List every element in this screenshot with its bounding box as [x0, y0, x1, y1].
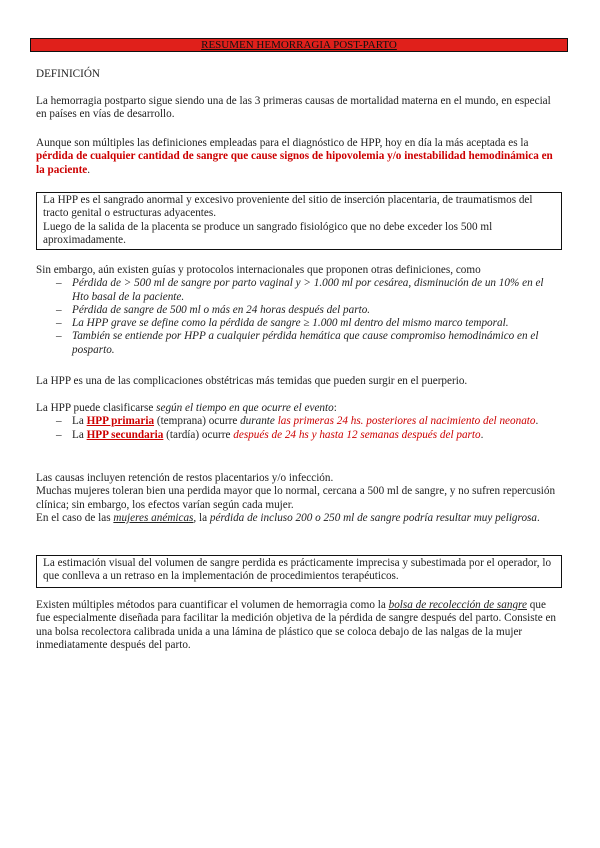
list-item: – La HPP grave se define como la pérdida de sangre ≥ 1.000 ml dentro del mismo marco temporal. [36, 317, 562, 330]
list-item: – Pérdida de sangre de 500 ml o más en 24 horas después del parto. [36, 304, 562, 317]
classification-criteria: según el tiempo en que ocurre el evento [156, 402, 334, 414]
item-prefix: La [72, 428, 87, 441]
paragraph-intro: La hemorragia postparto sigue siendo una de las 3 primeras causas de mortalidad materna en el mundo, en especial en países en vías de desarrollo. [36, 95, 551, 121]
info-box-definition [36, 192, 562, 250]
anemia-prefix: En el caso de las [36, 511, 114, 524]
section-heading-definicion: DEFINICIÓN [36, 68, 101, 80]
item-end: . [480, 428, 484, 441]
anemia-mid: , la [193, 511, 210, 524]
term-mujeres-anemicas: mujeres anémicas [113, 511, 194, 524]
item-mid: (temprana) ocurre [154, 415, 241, 428]
box-line: Luego de la salida de la placenta se produce un sangrado fisiológico que no debe exceder los 500 ml aproximadamente. [43, 220, 493, 246]
list-item-hpp-primaria [36, 415, 562, 428]
definition-highlight: pérdida de cualquier cantidad de sangre que cause signos de hipovolemia y/o inestabilidad hemodinámica en la paciente [36, 150, 553, 176]
definition-text: Aunque son múltiples las definiciones empleadas para el diagnóstico de HPP, hoy en día la más aceptada es la [36, 137, 529, 149]
classification-colon: : [333, 402, 337, 414]
list-item: – Pérdida de > 500 ml de sangre por parto vaginal y > 1.000 ml por cesárea, disminución de un 10% en el Hto basal de la paciente. [36, 277, 562, 304]
paragraph-methods [36, 599, 562, 652]
list-intro: Sin embargo, aún existen guías y protocolos internacionales que proponen otras definiciones, como [36, 264, 481, 276]
causes-line: Las causas incluyen retención de restos placentarios y/o infección. [36, 472, 334, 484]
methods-text: Existen múltiples métodos para cuantificar el volumen de hemorragia como la [36, 599, 389, 611]
item-italic: durante [240, 415, 278, 428]
anemia-end: . [537, 511, 540, 524]
item-end: . [535, 415, 539, 428]
classification-intro: La HPP puede clasificarse [36, 402, 157, 414]
term-hpp-secundaria: HPP secundaria [86, 428, 164, 441]
paragraph-definition [36, 137, 562, 177]
paragraph-other-definitions [36, 264, 562, 357]
list-item-hpp-secundaria [36, 429, 562, 442]
item-highlight: después de 24 hs y hasta 12 semanas después del parto [233, 428, 481, 441]
term-hpp-primaria: HPP primaria [86, 415, 155, 428]
item-mid: (tardía) ocurre [163, 428, 234, 441]
paragraph-classification [36, 402, 562, 442]
item-highlight: las primeras 24 hs. posteriores al nacimiento del neonato [277, 415, 536, 428]
box-line: La HPP es el sangrado anormal y excesivo proveniente del sitio de inserción placentaria, de traumatismos del tracto genital o estructuras adyacentes. [43, 194, 533, 220]
methods-description: que fue especialmente diseñada para facilitar la medición objetiva de la pérdida de sangre después del parto. Consiste en una bolsa recolectora calibrada unida a una lámina de plástico que se coloca debajo de las nalgas de la mujer inmediatamente después del parto. [36, 599, 557, 651]
definitions-list [36, 277, 562, 357]
info-box-visual-estimation: La estimación visual del volumen de sangre perdida es prácticamente imprecisa y subestimada por el operador, lo que conlleva a un retraso en la implementación de procedimientos terapéuticos. [36, 555, 562, 588]
definition-end: . [87, 163, 91, 176]
paragraph-complications: La HPP es una de las complicaciones obstétricas más temidas que pueden surgir en el puerperio. [36, 375, 468, 387]
term-bolsa-recoleccion: bolsa de recolección de sangre [388, 599, 527, 611]
tolerance-line: Muchas mujeres toleran bien una perdida mayor que lo normal, cercana a 500 ml de sangre, y no sufren repercusión clínica; sin embargo, los efectos varían según cada mujer. [36, 485, 556, 511]
anemia-line [36, 512, 562, 525]
classification-list [36, 415, 562, 442]
list-item: – También se entiende por HPP a cualquier pérdida hemática que cause compromiso hemodinámico en el posparto. [36, 330, 562, 357]
item-prefix: La [72, 415, 87, 428]
anemia-warning: pérdida de incluso 200 o 250 ml de sangre podría resultar muy peligrosa [209, 511, 537, 524]
paragraph-causes [36, 472, 562, 525]
page-title: RESUMEN HEMORRAGIA POST-PARTO [30, 38, 568, 52]
